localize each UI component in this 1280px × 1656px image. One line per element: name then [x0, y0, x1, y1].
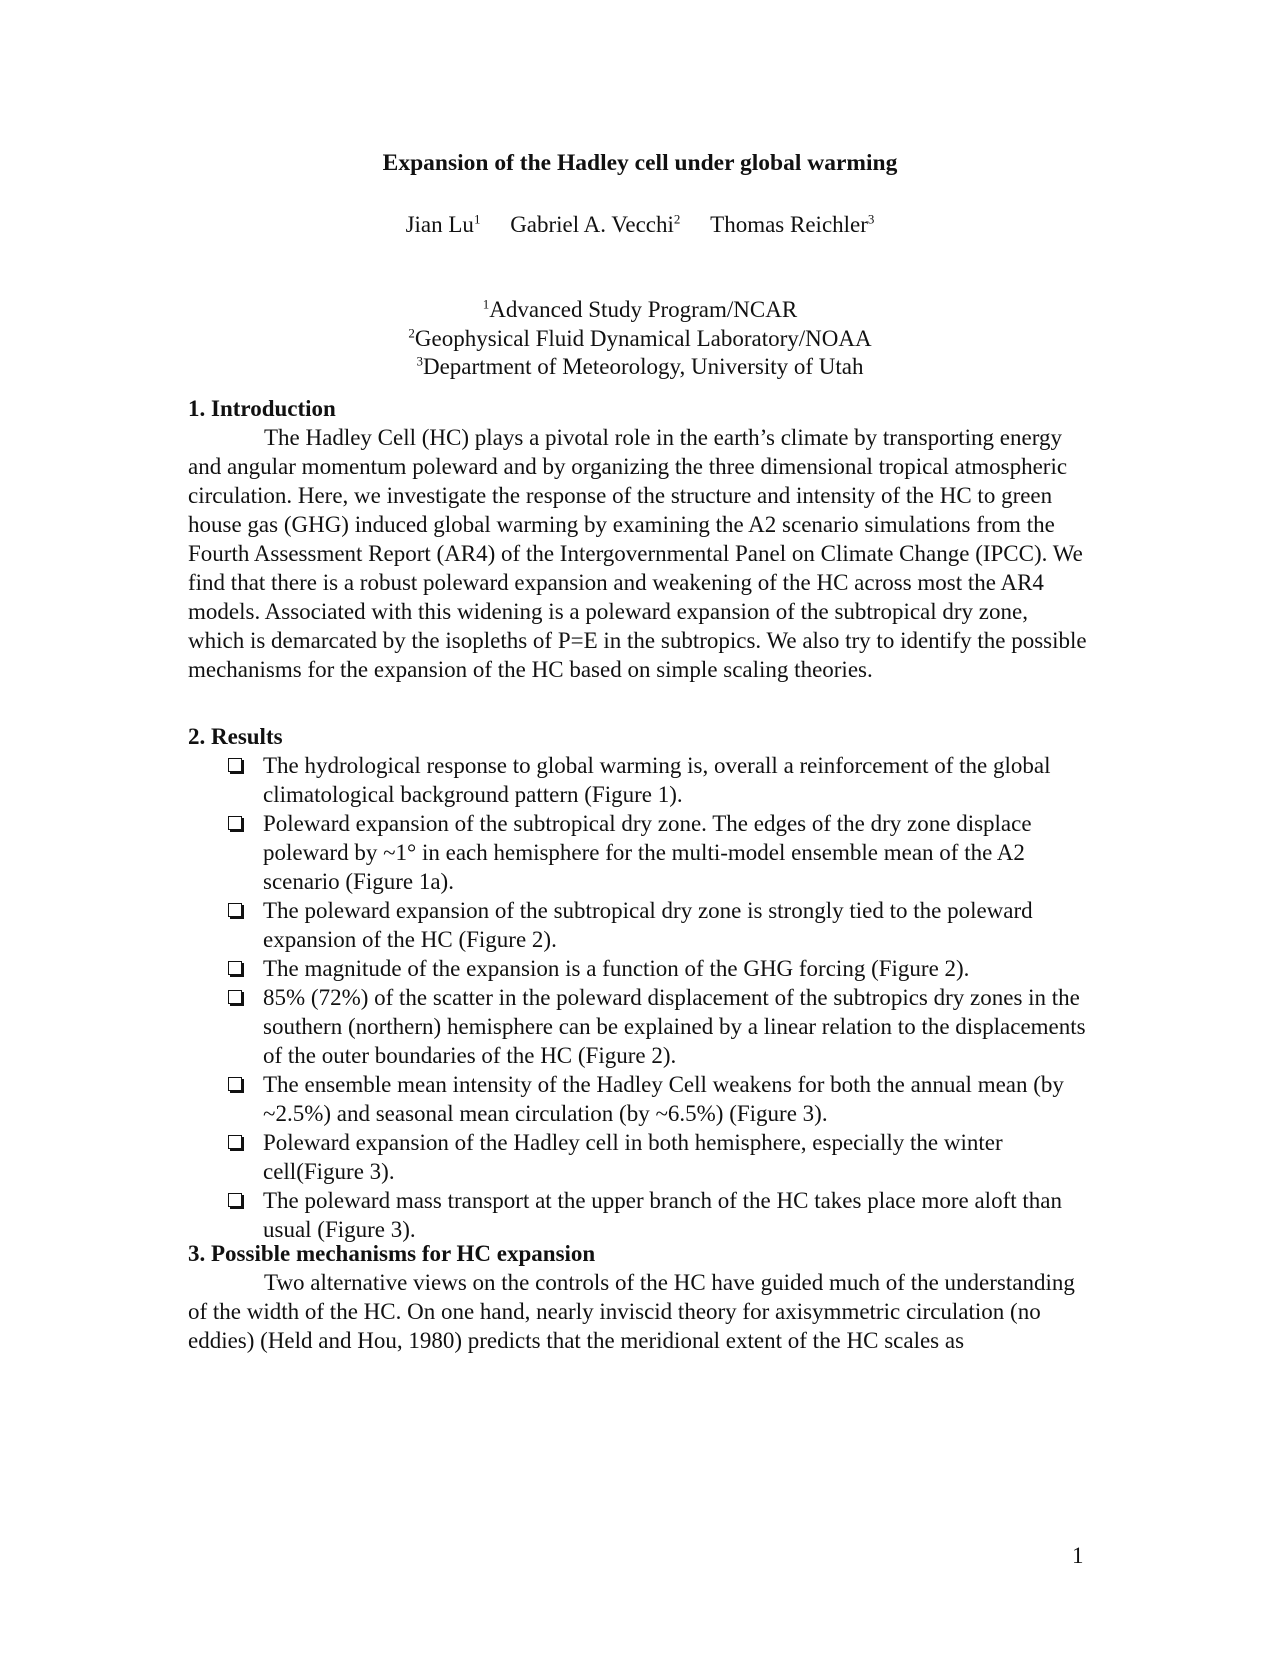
section-paragraph: Two alternative views on the controls of the HC have guided much of the understanding of the width of the HC. On one hand, nearly inviscid theory for axisymmetric circulation (no eddies) (Held and Hou, 1980) predicts that the meridional extent of the HC scales as — [188, 1270, 1075, 1353]
list-item: 85% (72%) of the scatter in the poleward displacement of the subtropics dry zones in the southern (northern) hemisphere can be explained by a linear relation to the displacements of the outer boundaries of the HC (Figure 2). — [188, 983, 1088, 1070]
checkbox-bullet-icon — [228, 1077, 242, 1091]
paper-title: Expansion of the Hadley cell under global warming — [382, 150, 898, 176]
author-2: Gabriel A. Vecchi$^2$ — [510, 211, 681, 237]
page-number: 1 — [1072, 1543, 1084, 1568]
section-mechanisms — [188, 1239, 1088, 1355]
list-item: The magnitude of the expansion is a function of the GHG forcing (Figure 2). — [188, 954, 1088, 983]
checkbox-bullet-icon — [228, 990, 242, 1004]
checkbox-bullet-icon — [228, 816, 242, 830]
affiliation-2: $^2$Geophysical Fluid Dynamical Laboratory/NOAA — [408, 324, 872, 351]
checkbox-bullet-icon — [228, 1135, 242, 1149]
affiliation-3: $^3$Department of Meteorology, University of Utah — [416, 353, 864, 379]
section-results — [188, 722, 1088, 1244]
results-list — [188, 751, 1088, 1244]
list-item: Poleward expansion of the subtropical dry zone. The edges of the dry zone displace poleward by ~1° in each hemisphere for the multi-model ensemble mean of the A2 scenario (Figure 1a). — [188, 809, 1088, 896]
list-item: The ensemble mean intensity of the Hadley Cell weakens for both the annual mean (by ~2.5%) and seasonal mean circulation (by ~6.5%) (Figure 3). — [188, 1070, 1088, 1128]
author-list — [0, 212, 1280, 238]
checkbox-bullet-icon — [228, 961, 242, 975]
checkbox-bullet-icon — [228, 1193, 242, 1207]
list-item: The poleward mass transport at the upper branch of the HC takes place more aloft than usual (Figure 3). — [188, 1186, 1088, 1244]
section-paragraph: The Hadley Cell (HC) plays a pivotal role in the earth’s climate by transporting energy and angular momentum poleward and by organizing the three dimensional tropical atmospheric circulation. Here, we investigate the response of the structure and intensity of the HC to green house gas (GHG) induced global warming by examining the A2 scenario simulations from the Fourth Assessment Report (AR4) of the Intergovernmental Panel on Climate Change (IPCC). We find that there is a robust poleward expansion and weakening of the HC across most the AR4 models. Associated with this widening is a poleward expansion of the subtropical dry zone, which is demarcated by the isopleths of P=E in the subtropics. We also try to identify the possible mechanisms for the expansion of the HC based on simple scaling theories. — [188, 425, 1087, 682]
checkbox-bullet-icon — [228, 903, 242, 917]
list-item: The hydrological response to global warming is, overall a reinforcement of the global climatological background pattern (Figure 1). — [188, 751, 1088, 809]
author-3: Thomas Reichler$^3$ — [710, 211, 875, 237]
section-heading: 1. Introduction — [188, 396, 336, 421]
section-introduction — [188, 394, 1088, 684]
author-1: Jian Lu$^1$ — [405, 211, 481, 237]
section-heading: 3. Possible mechanisms for HC expansion — [188, 1241, 596, 1266]
affiliation-1: $^1$Advanced Study Program/NCAR — [482, 296, 798, 322]
list-item: Poleward expansion of the Hadley cell in both hemisphere, especially the winter cell(Figure 3). — [188, 1128, 1088, 1186]
section-heading: 2. Results — [188, 724, 283, 749]
affiliations — [0, 296, 1280, 382]
list-item: The poleward expansion of the subtropical dry zone is strongly tied to the poleward expansion of the HC (Figure 2). — [188, 896, 1088, 954]
checkbox-bullet-icon — [228, 758, 242, 772]
